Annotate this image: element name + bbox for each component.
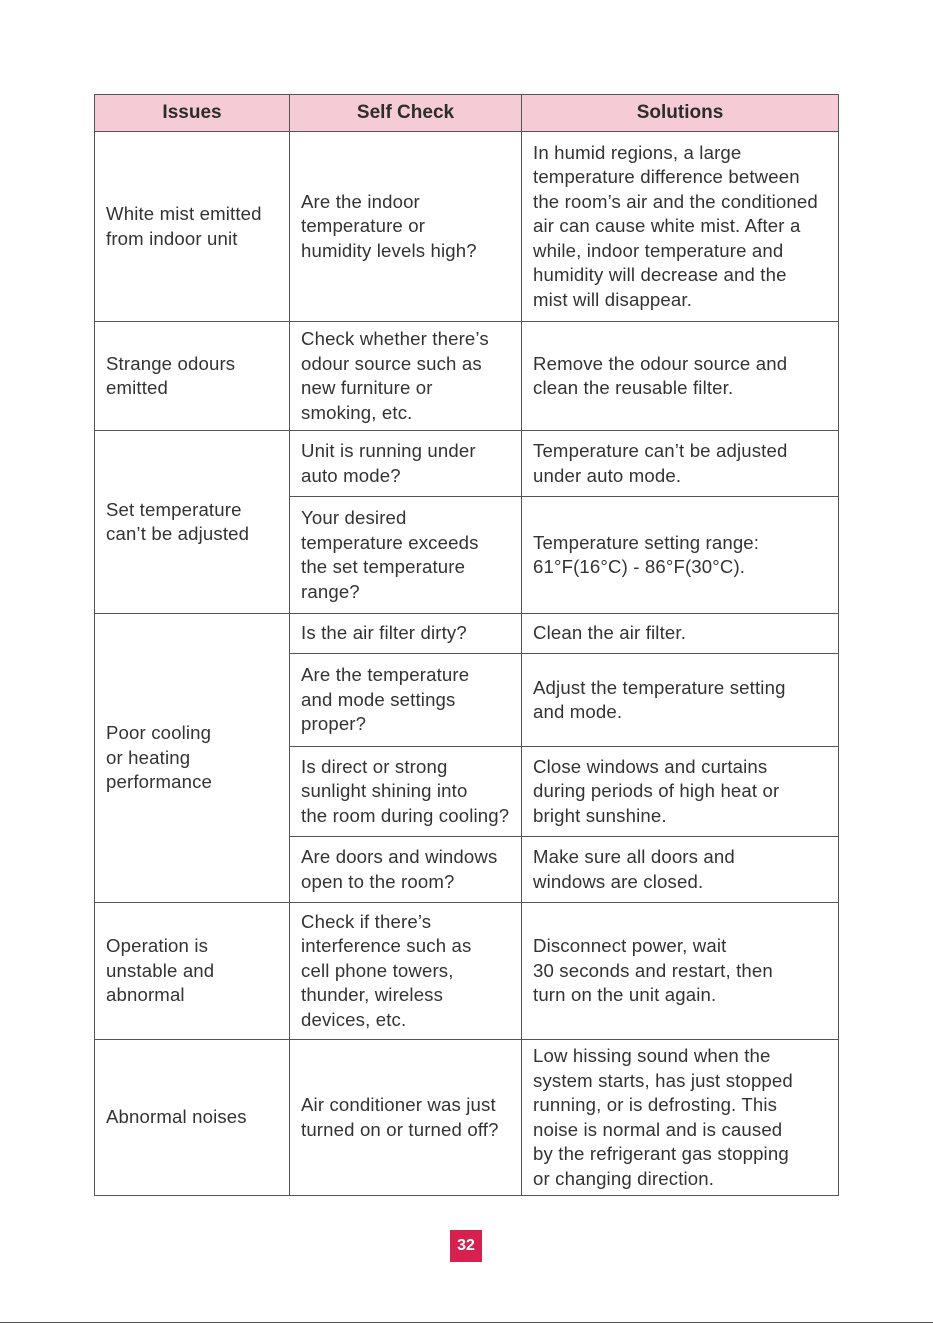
table-header-row (95, 95, 839, 132)
check-text: Check if there’s interference such as cell phone towers, thunder, wireless devices, etc. (301, 910, 472, 1030)
solution-text: Temperature setting range: 61°F(16°C) - 86°F(30°C). (533, 531, 760, 577)
solution-text: Close windows and curtains during periods of high heat or bright sunshine. (533, 755, 780, 826)
solution-text: Remove the odour source and clean the reusable filter. (533, 352, 788, 398)
check-text: Check whether there’s odour source such as new furniture or smoking, etc. (301, 328, 489, 423)
check-cell (290, 431, 522, 497)
issue-text: Abnormal noises (106, 1106, 247, 1128)
solution-cell (522, 322, 839, 431)
solution-text: Adjust the temperature setting and mode. (533, 676, 786, 722)
check-text: Is the air filter dirty? (301, 622, 467, 644)
solution-cell (522, 1040, 839, 1196)
check-cell (290, 654, 522, 747)
solution-cell (522, 654, 839, 747)
check-cell (290, 497, 522, 614)
issue-cell (95, 1040, 290, 1196)
check-text: Are the indoor temperature or humidity levels high? (301, 190, 477, 261)
solution-cell (522, 132, 839, 322)
check-cell (290, 132, 522, 322)
check-text: Are the temperature and mode settings proper? (301, 664, 470, 735)
issue-text: Poor cooling or heating performance (106, 722, 213, 793)
issue-text: Operation is unstable and abnormal (106, 935, 215, 1006)
issue-cell (95, 431, 290, 614)
table-row (95, 1040, 839, 1196)
issue-cell (95, 132, 290, 322)
solution-cell (522, 747, 839, 837)
solution-text: Temperature can’t be adjusted under auto mode. (533, 440, 788, 486)
solution-cell (522, 903, 839, 1040)
table-row (95, 903, 839, 1040)
solution-cell (522, 497, 839, 614)
check-cell (290, 614, 522, 654)
page-number-badge: 32 (450, 1230, 482, 1262)
table-row (95, 614, 839, 654)
table-row (95, 132, 839, 322)
solution-text: Low hissing sound when the system starts, has just stopped running, or is defrosting. This noise is normal and is caused by the refrigerant gas stopping or changing direction. (533, 1045, 793, 1189)
check-cell (290, 903, 522, 1040)
issue-text: White mist emitted from indoor unit (106, 203, 262, 249)
check-text: Is direct or strong sunlight shining into the room during cooling? (301, 755, 510, 826)
issue-text: Set temperature can’t be adjusted (106, 498, 250, 544)
issue-cell (95, 903, 290, 1040)
check-cell (290, 322, 522, 431)
check-cell (290, 1040, 522, 1196)
header-self-check: Self Check (290, 95, 522, 132)
issue-cell (95, 614, 290, 903)
check-text: Air conditioner was just turned on or turned off? (301, 1094, 499, 1140)
solution-cell (522, 837, 839, 903)
solution-cell (522, 614, 839, 654)
table-row (95, 431, 839, 497)
solution-cell (522, 431, 839, 497)
check-cell (290, 747, 522, 837)
issue-cell (95, 322, 290, 431)
solution-text: Disconnect power, wait 30 seconds and restart, then turn on the unit again. (533, 935, 773, 1006)
troubleshooting-table (94, 94, 839, 1196)
solution-text: Make sure all doors and windows are closed. (533, 846, 735, 892)
issue-text: Strange odours emitted (106, 352, 236, 398)
bottom-divider (0, 1322, 933, 1323)
solution-text: Clean the air filter. (533, 622, 687, 644)
table-row (95, 322, 839, 431)
check-text: Your desired temperature exceeds the set temperature range? (301, 507, 479, 602)
solution-text: In humid regions, a large temperature difference between the room’s air and the conditioned air can cause white mist. After a while, indoor temperature and humidity will decrease and the mist will disappear. (533, 141, 818, 310)
check-text: Are doors and windows open to the room? (301, 846, 498, 892)
check-cell (290, 837, 522, 903)
header-solutions: Solutions (522, 95, 839, 132)
header-issues: Issues (95, 95, 290, 132)
check-text: Unit is running under auto mode? (301, 440, 476, 486)
